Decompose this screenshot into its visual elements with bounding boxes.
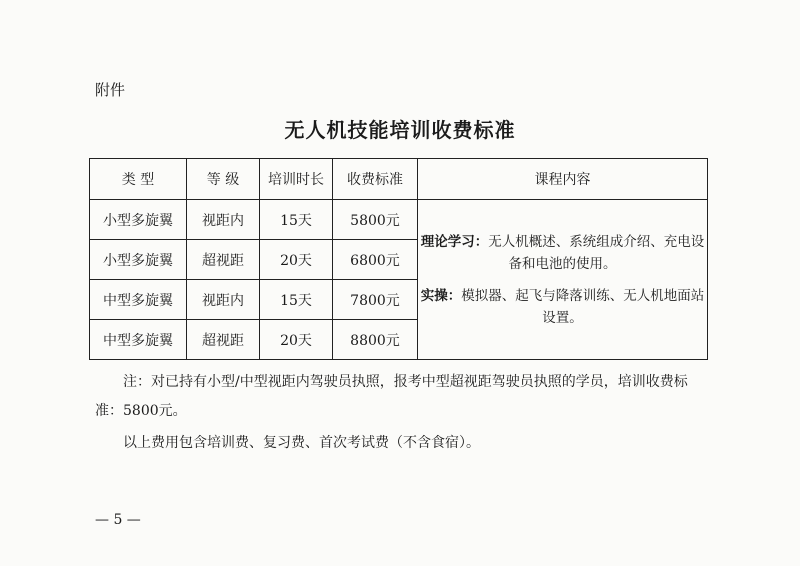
header-level: 等 级	[187, 159, 260, 200]
practice-label: 实操：	[420, 287, 462, 304]
header-duration: 培训时长	[260, 159, 333, 200]
course-content-cell	[418, 200, 708, 360]
cell-level: 视距内	[187, 200, 260, 240]
cell-level: 视距内	[187, 280, 260, 320]
header-fee: 收费标准	[333, 159, 418, 200]
cell-fee: 5800元	[333, 200, 418, 240]
cell-type: 小型多旋翼	[90, 240, 187, 280]
practice-paragraph	[418, 285, 707, 329]
header-type: 类 型	[90, 159, 187, 200]
table-row	[90, 200, 708, 240]
cell-fee: 8800元	[333, 320, 418, 360]
included-fees-note: 以上费用包含培训费、复习费、首次考试费（不含食宿）。	[123, 435, 480, 451]
cell-duration: 15天	[260, 200, 333, 240]
fee-table	[89, 158, 708, 360]
cell-type: 中型多旋翼	[90, 280, 187, 320]
theory-label: 理论学习：	[420, 233, 489, 250]
practice-text: 模拟器、起飞与降落训练、无人机地面站设置。	[461, 287, 705, 326]
page-number: — 5 —	[95, 512, 141, 528]
cell-duration: 20天	[260, 320, 333, 360]
cell-level: 超视距	[187, 320, 260, 360]
theory-paragraph	[418, 231, 707, 275]
page-title: 无人机技能培训收费标准	[284, 118, 516, 142]
cell-type: 中型多旋翼	[90, 320, 187, 360]
cell-type: 小型多旋翼	[90, 200, 187, 240]
cell-duration: 20天	[260, 240, 333, 280]
attachment-label: 附件	[95, 81, 126, 99]
cell-fee: 6800元	[333, 240, 418, 280]
cell-duration: 15天	[260, 280, 333, 320]
theory-text: 无人机概述、系统组成介绍、充电设备和电池的使用。	[488, 233, 705, 272]
table-header-row	[90, 159, 708, 200]
header-content: 课程内容	[418, 159, 708, 200]
cell-level: 超视距	[187, 240, 260, 280]
fee-note: 注：对已持有小型/中型视距内驾驶员执照，报考中型超视距驾驶员执照的学员，培训收费标准：5800元。	[95, 374, 688, 419]
cell-fee: 7800元	[333, 280, 418, 320]
